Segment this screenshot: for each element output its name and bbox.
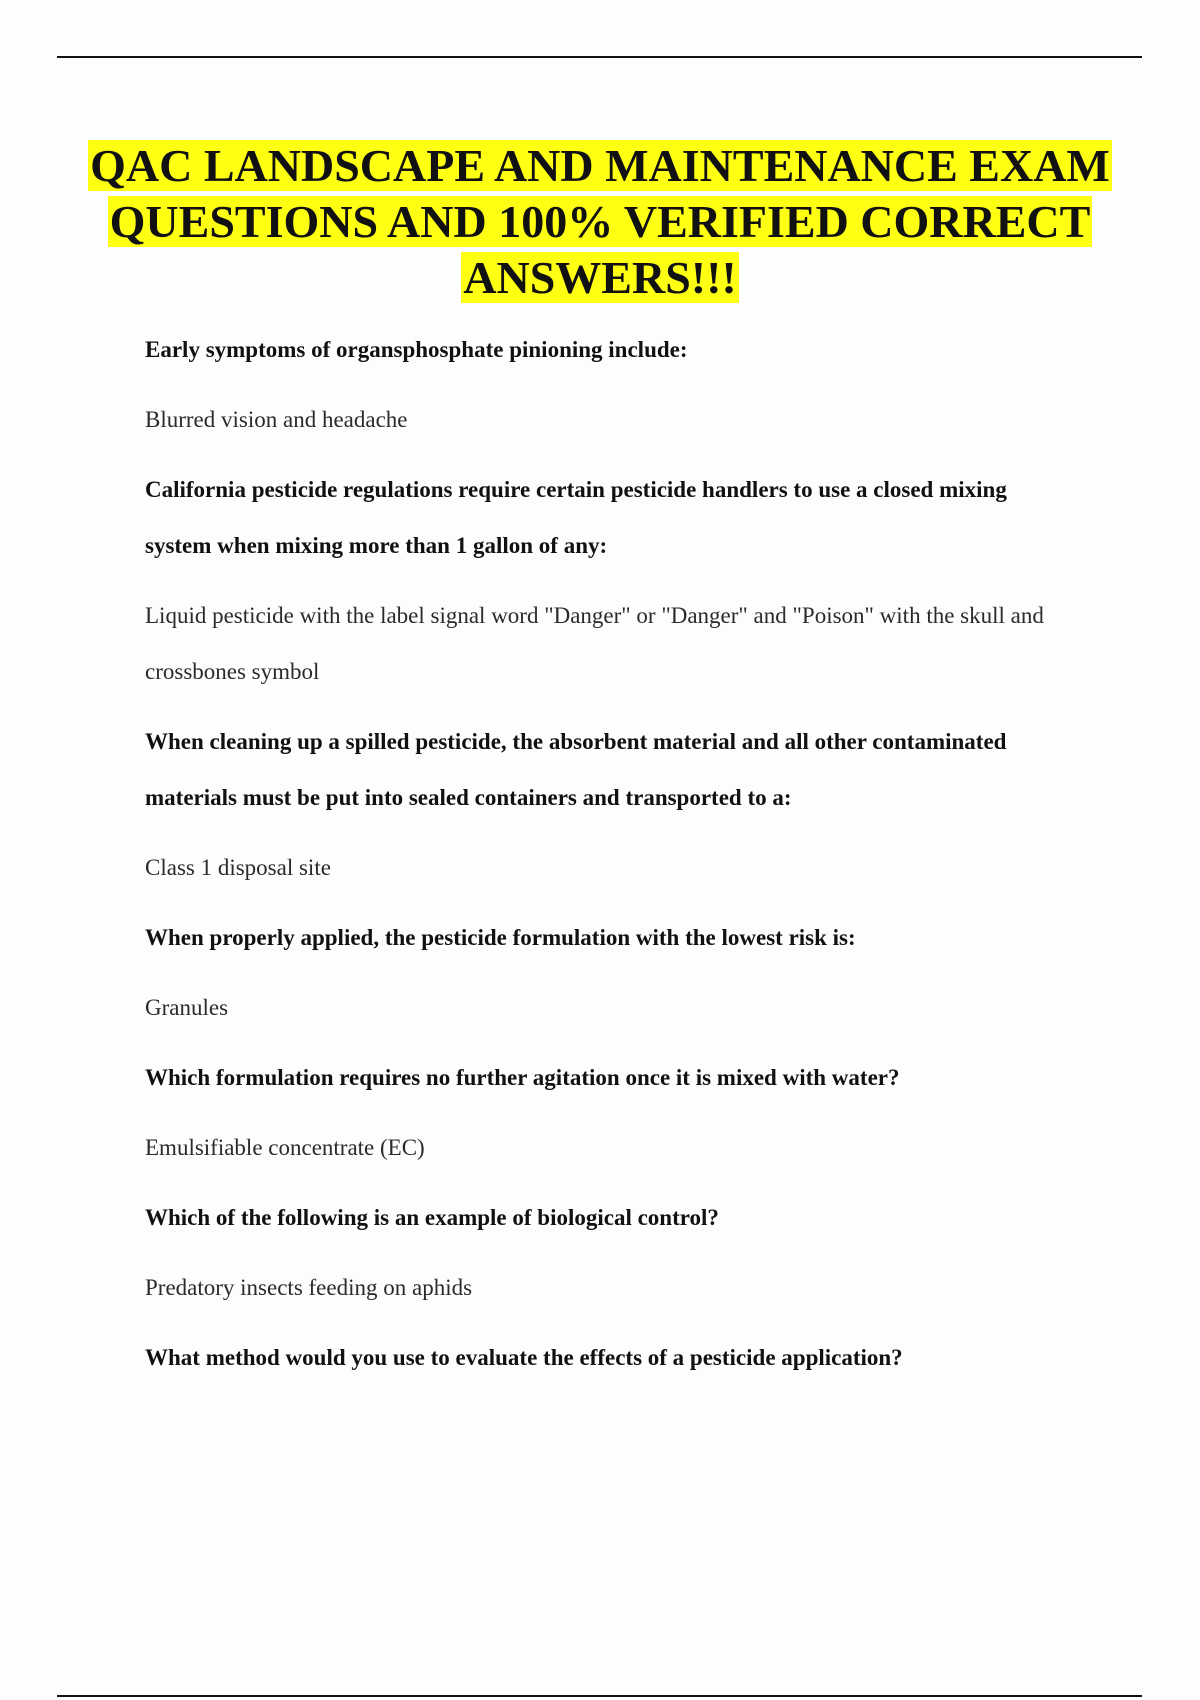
question-7: What method would you use to evaluate the effects of a pesticide application?	[145, 1345, 903, 1370]
question-3: When cleaning up a spilled pesticide, the absorbent material and all other contaminated materials must be put into sealed containers and transported to a:	[145, 729, 1007, 810]
answer-3: Class 1 disposal site	[145, 855, 331, 880]
answer-5: Emulsifiable concentrate (EC)	[145, 1135, 425, 1160]
answer-2: Liquid pesticide with the label signal word "Danger" or "Danger" and "Poison" with the skull and crossbones symbol	[145, 603, 1044, 684]
question-2: California pesticide regulations require certain pesticide handlers to use a closed mixing system when mixing more than 1 gallon of any:	[145, 477, 1007, 558]
question-1: Early symptoms of organsphosphate pinioning include:	[145, 337, 688, 362]
header-rule	[57, 56, 1142, 58]
document-title-text: QAC LANDSCAPE AND MAINTENANCE EXAM QUESTIONS AND 100% VERIFIED CORRECT ANSWERS!!!	[90, 140, 1110, 303]
question-5: Which formulation requires no further agitation once it is mixed with water?	[145, 1065, 900, 1090]
answer-6: Predatory insects feeding on aphids	[145, 1275, 473, 1300]
question-4: When properly applied, the pesticide formulation with the lowest risk is:	[145, 925, 856, 950]
question-6: Which of the following is an example of biological control?	[145, 1205, 719, 1230]
footer-rule	[57, 1695, 1142, 1697]
answer-4: Granules	[145, 995, 229, 1020]
document-title	[80, 138, 1120, 306]
qa-list	[145, 322, 1065, 1400]
answer-1: Blurred vision and headache	[145, 407, 408, 432]
